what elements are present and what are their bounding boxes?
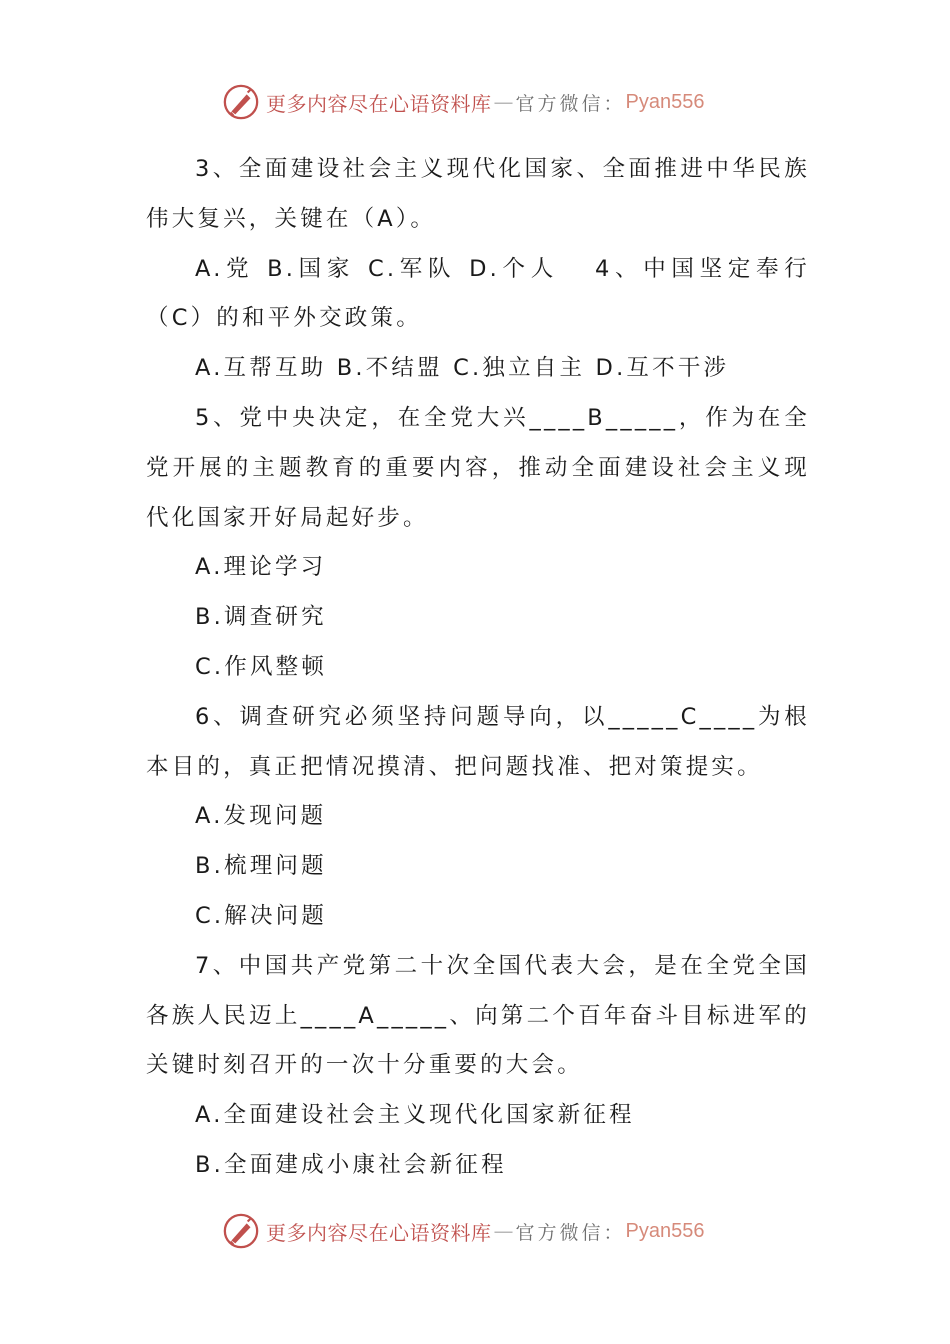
banner-wechat-label: 官方微信： [515, 92, 626, 115]
question-3-options-and-question-4-stem [146, 245, 810, 345]
question-7-answer-blank: ____A_____ [300, 1002, 450, 1029]
question-7-option-b: B.全面建成小康社会新征程 [195, 1151, 507, 1178]
question-7-stem-after: 、向第二个百年奋斗目标进军的关键时刻召开的一次十分重要的大会。 [146, 1002, 810, 1079]
header-banner [222, 82, 742, 122]
question-6-option-b: B.梳理问题 [195, 853, 327, 880]
question-6-option-a: A.发现问题 [195, 803, 327, 830]
banner-dash: — [493, 1219, 514, 1243]
question-5-option-b: B.调查研究 [195, 604, 327, 631]
banner-wechat-label: 官方微信： [515, 1221, 626, 1244]
question-5-stem-after: ，作为在全党开展的主题教育的重要内容，推动全面建设社会主义现代化国家开好局起好步。 [146, 404, 810, 531]
question-6-option-c: C.解决问题 [195, 902, 328, 929]
question-4-stem: 4、中国坚定奉行（C）的和平外交政策。 [146, 255, 810, 332]
banner-text: 更多内容尽在心语资料库 [266, 1220, 492, 1245]
footer-banner [222, 1211, 742, 1251]
question-6-stem-after: 为根本目的，真正把情况摸清、把问题找准、把对策提实。 [146, 703, 810, 780]
question-3-stem: 3、全面建设社会主义现代化国家、全面推进中华民族伟大复兴，关键在（A）。 [146, 156, 810, 232]
question-5-stem [146, 394, 810, 543]
banner-dash: — [493, 90, 514, 114]
banner-wechat-id: Pyan556 [625, 1219, 705, 1242]
question-5-stem-before: 5、党中央决定，在全党大兴 [195, 404, 530, 431]
question-3-options: A.党 B.国家 C.军队 D.个人 [195, 255, 559, 282]
question-7-option-a: A.全面建设社会主义现代化国家新征程 [195, 1102, 635, 1129]
question-5-option-a: A.理论学习 [195, 554, 327, 581]
question-5-answer-blank: ____B_____ [529, 404, 679, 431]
document-body [146, 145, 810, 1191]
pen-logo-icon [222, 1212, 260, 1250]
question-4-options: A.互帮互助 B.不结盟 C.独立自主 D.互不干涉 [195, 355, 730, 382]
question-5-option-c: C.作风整顿 [195, 653, 328, 680]
banner-wechat-id: Pyan556 [625, 90, 705, 113]
pen-logo-icon [222, 83, 260, 121]
banner-text: 更多内容尽在心语资料库 [266, 91, 492, 116]
question-6-stem [146, 693, 810, 793]
question-6-stem-before: 6、调查研究必须坚持问题导向，以 [195, 703, 609, 730]
question-7-stem-before: 7、中国共产党第二十次全国代表大会，是在全党全国各族人民迈上 [146, 952, 810, 1029]
question-6-answer-blank: _____C____ [608, 703, 758, 730]
question-7-stem [146, 942, 810, 1091]
